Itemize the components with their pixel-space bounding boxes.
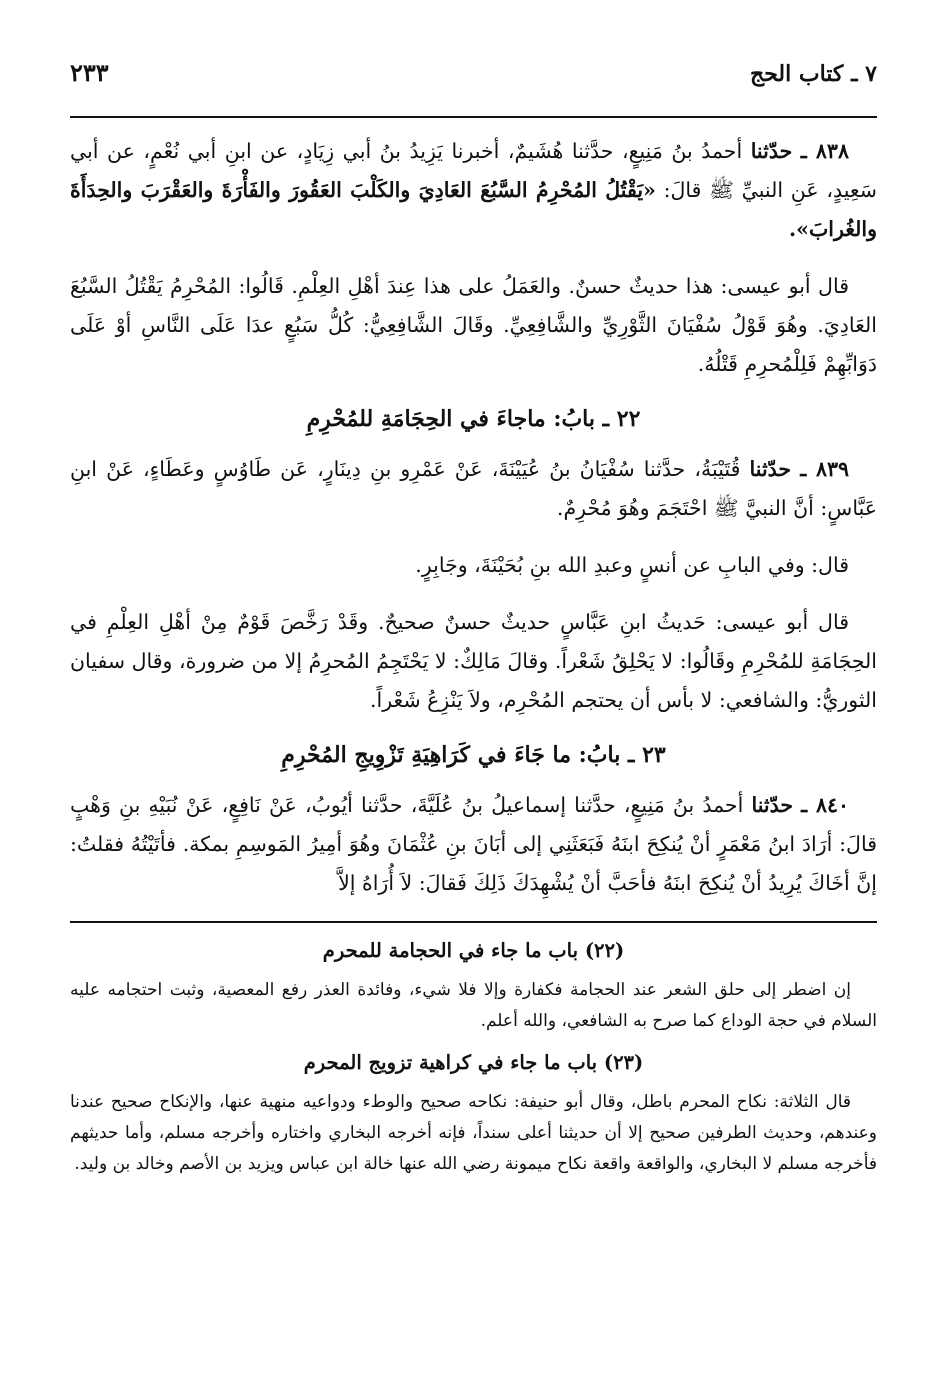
hadith-number: ٨٣٩ ـ	[800, 457, 849, 481]
commentary-839-b: قال أبو عيسى: حَديثُ ابنِ عَبَّاسٍ حديثٌ حسنٌ صحيحٌ. وقَدْ رَخَّصَ قَوْمٌ مِنْ أهْلِ العِلْمِ في الحِجَامَةِ للمُحْرِمِ وقَالُوا: لا يَحْلِقُ شَعْراً. وقالَ مَالِكٌ: لا يَحْتَجِمُ المُحرِمُ إلا من ضرورة، وقال سفيان الثوريُّ: والشافعي: لا بأس أن يحتجم المُحْرِم، ولاَ يَنْزِعُ شَعْراً.	[70, 610, 877, 712]
page-number: ٢٣٣	[70, 58, 109, 87]
hadith-number: ٨٤٠ ـ	[801, 793, 849, 817]
footnote-divider	[70, 921, 877, 923]
hadith-body: قُتَيْبَةُ، حدَّثنا سُفْيَانُ بنُ عُيَيْنَةَ، عَنْ عَمْرِو بنِ دِينَارٍ، عَن طَاوُسٍ وعَطَاءٍ، عَنْ ابنِ عَبَّاسٍ: أنَّ النبيَّ ﷺ احْتَجَمَ وهُوَ مُحْرِمٌ.	[70, 457, 877, 520]
hadith-lead: حدّثنا	[750, 139, 793, 163]
main-text	[70, 132, 877, 903]
note-heading-23: (٢٣) باب ما جاء في كراهية تزويج المحرم	[303, 1051, 644, 1074]
hadith-838	[70, 132, 877, 249]
header-rule	[70, 116, 877, 118]
note-text-23: قال الثلاثة: نكاح المحرم باطل، وقال أبو حنيفة: نكاحه صحيح والوطء ودواعيه منهية عنها، والإنكاح صحيح عندنا وعندهم، وحديث الطرفين صحيح إلا أن حديثنا أعلى سنداً، فإنه أخرجه البخاري واختاره وأخرجه مسلم، وأما حديثهم فأخرجه مسلم لا البخاري، والواقعة واقعة نكاح ميمونة رضي الله عنها خالة ابن عباس ويزيد بن الأصم وخالد بن وليد.	[70, 1092, 877, 1174]
note-text-22: إن اضطر إلى حلق الشعر عند الحجامة فكفارة وإلا فلا شيء، وفائدة العذر رفع المعصية، وثبت احتجامه عليه السلام في حجة الوداع كما صرح به الشافعي، والله أعلم.	[70, 980, 877, 1031]
hadith-body: أحمدُ بنُ مَنِيعٍ، حدَّثنا إسماعيلُ بنُ عُلَيَّةَ، حدَّثنا أيُوبُ، عَنْ نَافِعٍ، عَنْ نُبَيْهِ بنِ وَهْبٍ قالَ: أرَادَ ابنُ مَعْمَرٍ أنْ يُنكِحَ ابنَهُ فَبَعَثَنِي إلى أبَانَ بنِ عُثْمَانَ وهُوَ أمِيرُ المَوسِمِ بمكة. فأتَيْتُهُ فقلتُ: إنَّ أخَاكَ يُرِيدُ أنْ يُنكِحَ ابنَهُ فأحَبَّ أنْ يُشْهِدَكَ ذَلِكَ فَقالَ: لاَ أُرَاهُ إلاَّ	[70, 793, 877, 895]
hadith-840	[70, 786, 877, 903]
chapter-heading-22: ٢٢ ـ بابُ: ماجاءَ في الحِجَامَةِ للمُحْرِمِ	[306, 406, 641, 432]
running-head	[70, 58, 877, 102]
hadith-matn: «يَقْتُلُ المُحْرِمُ السَّبُعَ العَادِيَ والكَلْبَ العَقُورَ والفَأْرَةَ والعَقْرَبَ والحِدَأَةَ والغُرابَ».	[70, 178, 877, 241]
hadith-lead: حدّثنا	[749, 457, 792, 481]
note-heading-22: (٢٢) باب ما جاء في الحجامة للمحرم	[322, 939, 625, 962]
chapter-title: ٧ ـ كتاب الحج	[750, 61, 877, 87]
hadith-chain: أحمدُ بنُ مَنِيعٍ، حدَّثنا هُشَيمٌ، أخبرنا يَزِيدُ بنُ أبي زِيَادٍ، عن ابنِ أبي نُعْمٍ، عن أبي سَعِيدٍ، عَنِ النبيِّ ﷺ قالَ:	[70, 139, 877, 202]
chapter-heading-23: ٢٣ ـ بابُ: ما جَاءَ في كَرَاهِيَةِ تَزْوِيجِ المُحْرِمِ	[281, 742, 666, 768]
commentary-838: قال أبو عيسى: هذا حديثٌ حسنٌ. والعَمَلُ على هذا عِندَ أهْلِ العِلْمِ. قَالُوا: المُحْرِمُ يَقْتُلُ السَّبُعَ العَادِيَ. وهُوَ قَوْلُ سُفْيَانَ الثَّوْرِيِّ والشَّافِعِيِّ. وقَالَ الشَّافِعِيُّ: كُلُّ سَبُعٍ عدَا عَلَى النَّاسِ أوْ عَلَى دَوَابِّهِمْ فَلِلْمُحرِمِ قَتْلُهُ.	[70, 274, 877, 376]
commentary-839-a: قال: وفي البابِ عن أنسٍ وعبدِ الله بنِ بُحَيْنَةَ، وجَابِرٍ.	[415, 553, 849, 577]
hadith-839	[70, 450, 877, 528]
hadith-lead: حدّثنا	[751, 793, 794, 817]
hadith-number: ٨٣٨ ـ	[800, 139, 849, 163]
notes-section	[70, 935, 877, 1180]
